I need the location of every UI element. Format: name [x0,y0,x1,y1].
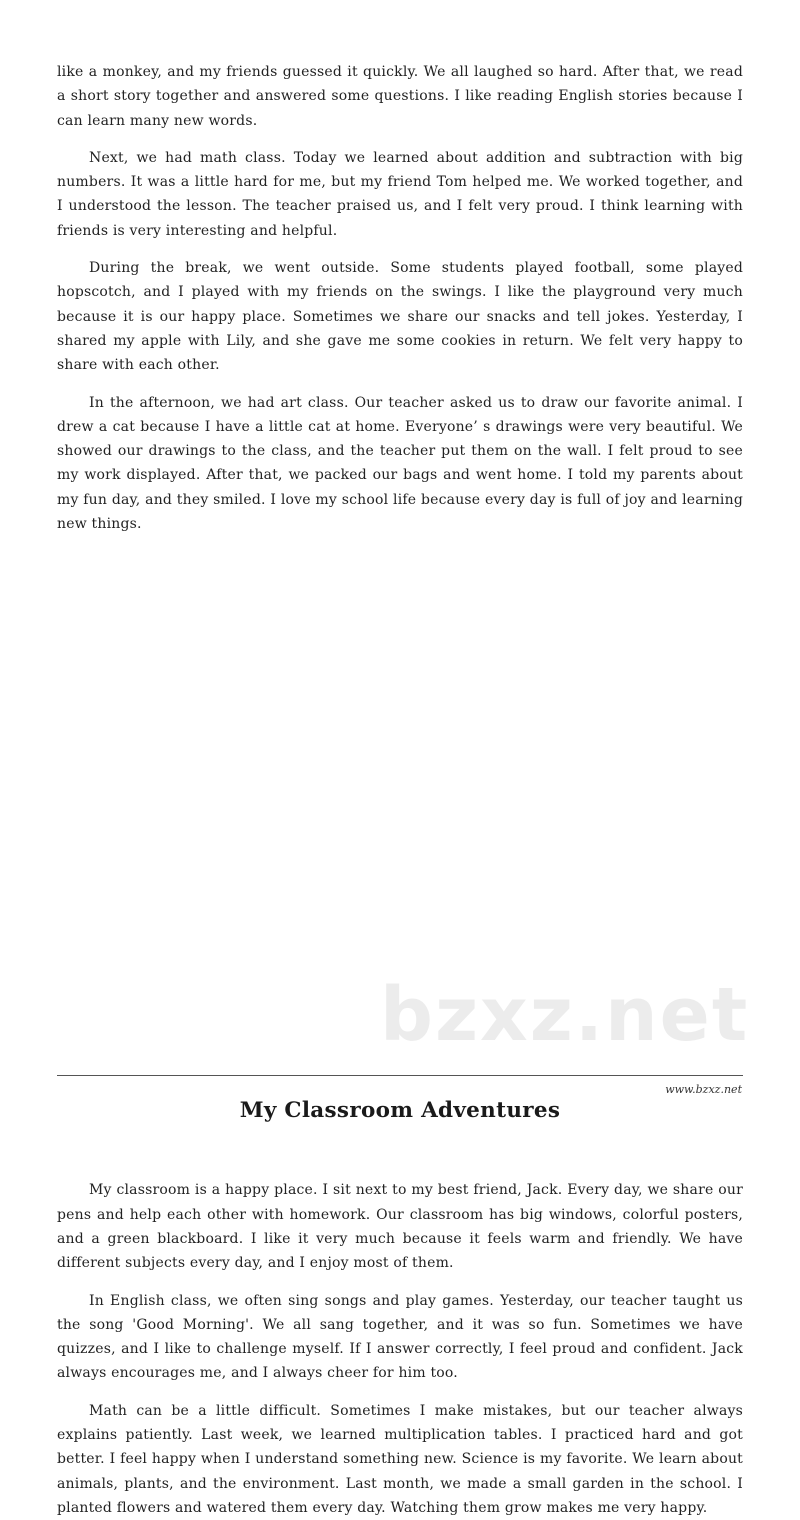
paragraph-continued: like a monkey, and my friends guessed it quickly. We all laughed so hard. After that, we read a short story together and answered some questions. I like reading English stories because I can learn many new words. [57,64,743,129]
paragraph-math-class: Next, we had math class. Today we learned about addition and subtraction with big numbers. It was a little hard for me, but my friend Tom helped me. We worked together, and I understood the lesson. The teacher praised us, and I felt very proud. I think learning with friends is very interesting and helpful. [57,149,743,239]
paragraph-english-class: In English class, we often sing songs and play games. Yesterday, our teacher taught us the song 'Good Morning'. We all sang together, and it was so fun. Sometimes we have quizzes, and I like to challenge myself. If I answer correctly, I feel proud and confident. Jack always encourages me, and I always cheer for him too. [57,1292,743,1382]
footer-url: www.bzxz.net [665,1083,742,1096]
paragraph-math-science: Math can be a little difficult. Sometimes I make mistakes, but our teacher always explains patiently. Last week, we learned multiplication tables. I practiced hard and got better. I feel happy when I understand something new. Science is my favorite. We learn about animals, plants, and the environment. Last month, we made a small garden in the school. I planted flowers and watered them every day. Watching them grow makes me very happy. [57,1402,743,1516]
classroom-section [57,1178,743,1520]
paragraph-classroom: My classroom is a happy place. I sit next to my best friend, Jack. Every day, we share our pens and help each other with homework. Our classroom has big windows, colorful posters, and a green blackboard. I like it very much because it feels warm and friendly. We have different subjects every day, and I enjoy most of them. [57,1182,743,1272]
watermark: bzxz.net [380,972,750,1058]
paragraph-break: During the break, we went outside. Some students played football, some played hopscotch, and I played with my friends on the swings. I like the playground very much because it is our happy place. Sometimes we share our snacks and tell jokes. Yesterday, I shared my apple with Lily, and she gave me some cookies in return. We felt very happy to share with each other. [57,260,743,374]
section-title: My Classroom Adventures [239,1098,561,1124]
top-section [57,60,743,536]
paragraph-art-class: In the afternoon, we had art class. Our teacher asked us to draw our favorite animal. I drew a cat because I have a little cat at home. Everyone’ s drawings were very beautiful. We showed our drawings to the class, and the teacher put them on the wall. I felt proud to see my work displayed. After that, we packed our bags and went home. I told my parents about my fun day, and they smiled. I love my school life because every day is full of joy and learning new things. [57,394,743,533]
footer-divider [57,1075,743,1076]
